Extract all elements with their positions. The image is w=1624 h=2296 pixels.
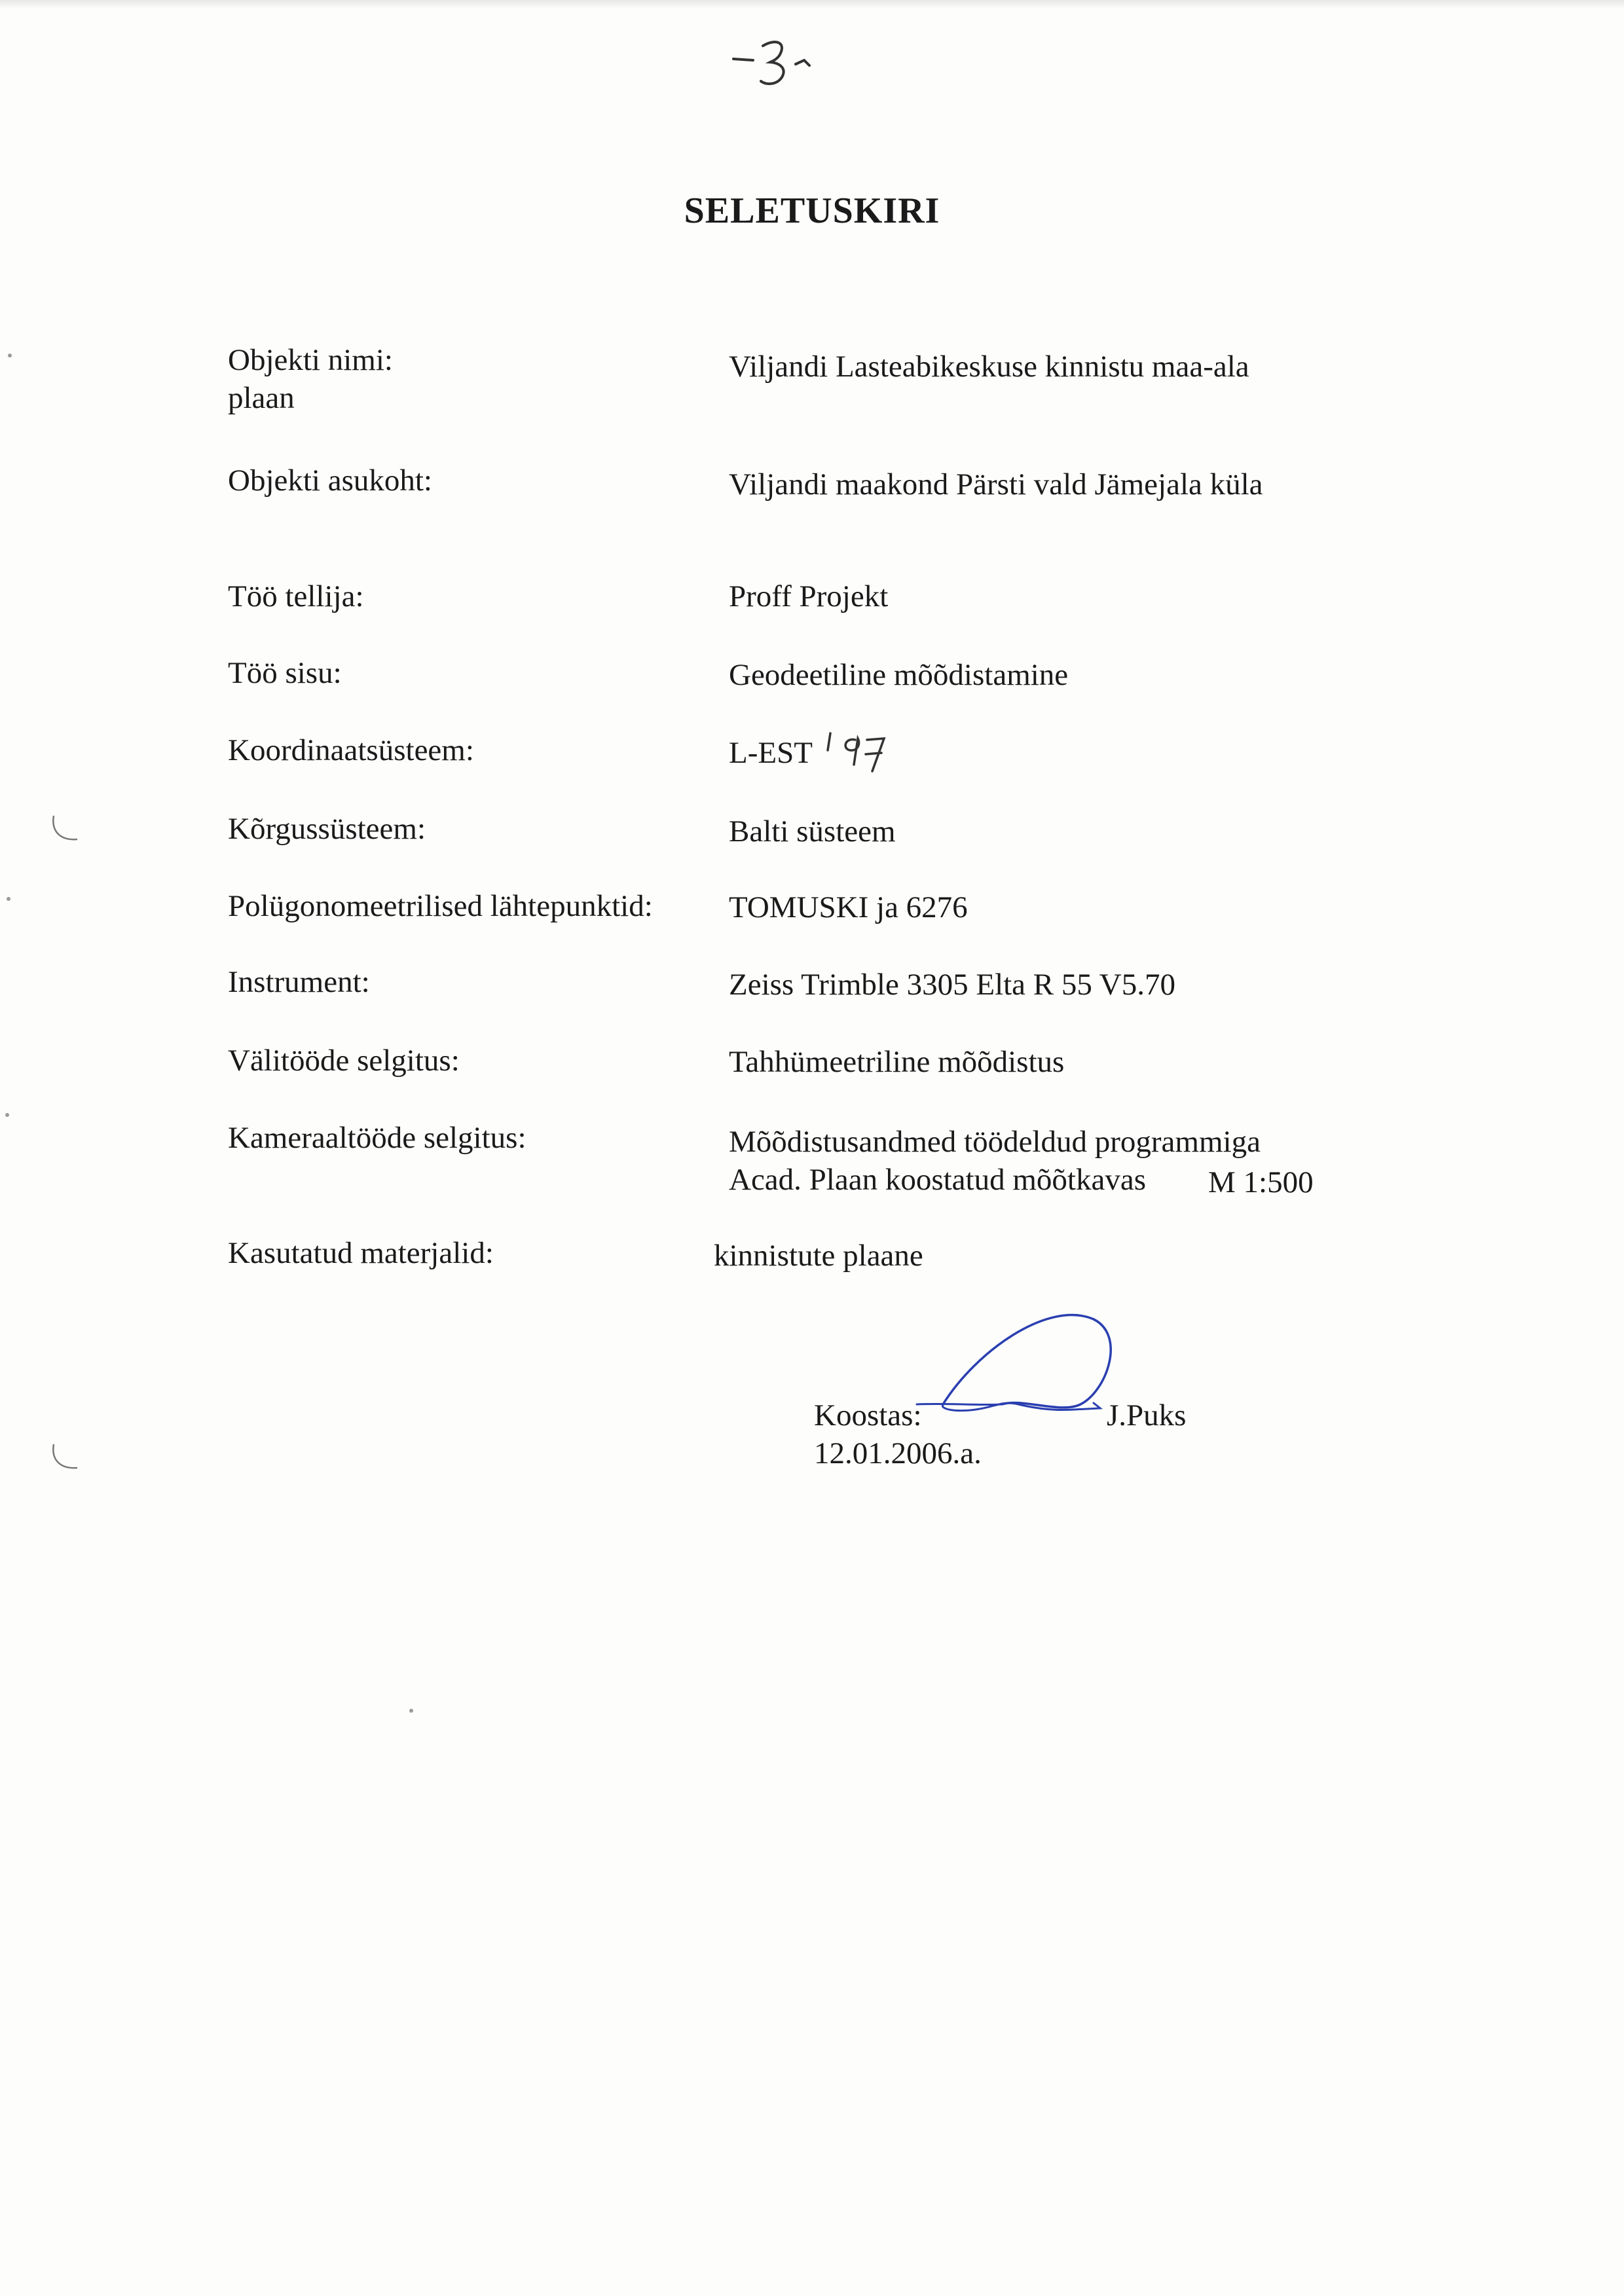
value-office-work-cont: Acad. Plaan koostatud mõõtkavas — [729, 1163, 1146, 1197]
document-date: 12.01.2006.a. — [814, 1436, 982, 1470]
label-coordinate-system: Koordinaatsüsteem: — [228, 733, 474, 767]
signature — [904, 1306, 1153, 1437]
page-number-handwriting — [727, 26, 832, 98]
value-office-work: Mõõdistusandmed töödeldud programmiga — [729, 1125, 1261, 1159]
scan-speck — [5, 1113, 9, 1117]
value-object-name: Viljandi Lasteabikeskuse kinnistu maa-ala — [729, 350, 1249, 384]
label-object-name-cont: plaan — [228, 381, 295, 415]
label-office-work: Kameraaltööde selgitus: — [228, 1121, 526, 1155]
value-work-content: Geodeetiline mõõdistamine — [729, 658, 1069, 692]
handwritten-97 — [824, 725, 896, 784]
page-number — [727, 26, 832, 98]
binder-mark-bottom — [46, 1440, 85, 1480]
value-polygonometric-points: TOMUSKI ja 6276 — [729, 890, 968, 924]
author-name: J.Puks — [1107, 1398, 1187, 1432]
label-work-content: Töö sisu: — [228, 656, 342, 690]
label-height-system: Kõrgussüsteem: — [228, 812, 426, 846]
value-scale: M 1:500 — [1208, 1165, 1314, 1199]
value-height-system: Balti süsteem — [729, 814, 896, 848]
label-fieldwork: Välitööde selgitus: — [228, 1044, 460, 1078]
document-title: SELETUSKIRI — [684, 191, 940, 231]
label-object-location: Objekti asukoht: — [228, 464, 432, 498]
value-object-location: Viljandi maakond Pärsti vald Jämejala küla — [729, 467, 1263, 501]
label-instrument: Instrument: — [228, 965, 370, 999]
label-object-name: Objekti nimi: — [228, 343, 393, 377]
binder-mark-top — [46, 812, 85, 851]
scan-edge — [0, 0, 1624, 9]
value-coordinate-system: L-EST — [729, 736, 813, 770]
label-materials: Kasutatud materjalid: — [228, 1236, 494, 1270]
handwritten-97-svg — [824, 725, 896, 784]
scan-speck — [7, 897, 10, 901]
koostas-label: Koostas: — [814, 1398, 922, 1432]
label-polygonometric-points: Polügonomeetrilised lähtepunktid: — [228, 889, 653, 923]
value-fieldwork: Tahhümeetriline mõõdistus — [729, 1045, 1065, 1079]
value-materials: kinnistute plaane — [714, 1239, 923, 1273]
scan-speck — [8, 354, 12, 357]
label-client: Töö tellija: — [228, 579, 364, 613]
signature-svg — [904, 1306, 1153, 1437]
value-instrument: Zeiss Trimble 3305 Elta R 55 V5.70 — [729, 968, 1175, 1002]
value-client: Proff Projekt — [729, 579, 889, 613]
scan-speck — [409, 1709, 413, 1713]
